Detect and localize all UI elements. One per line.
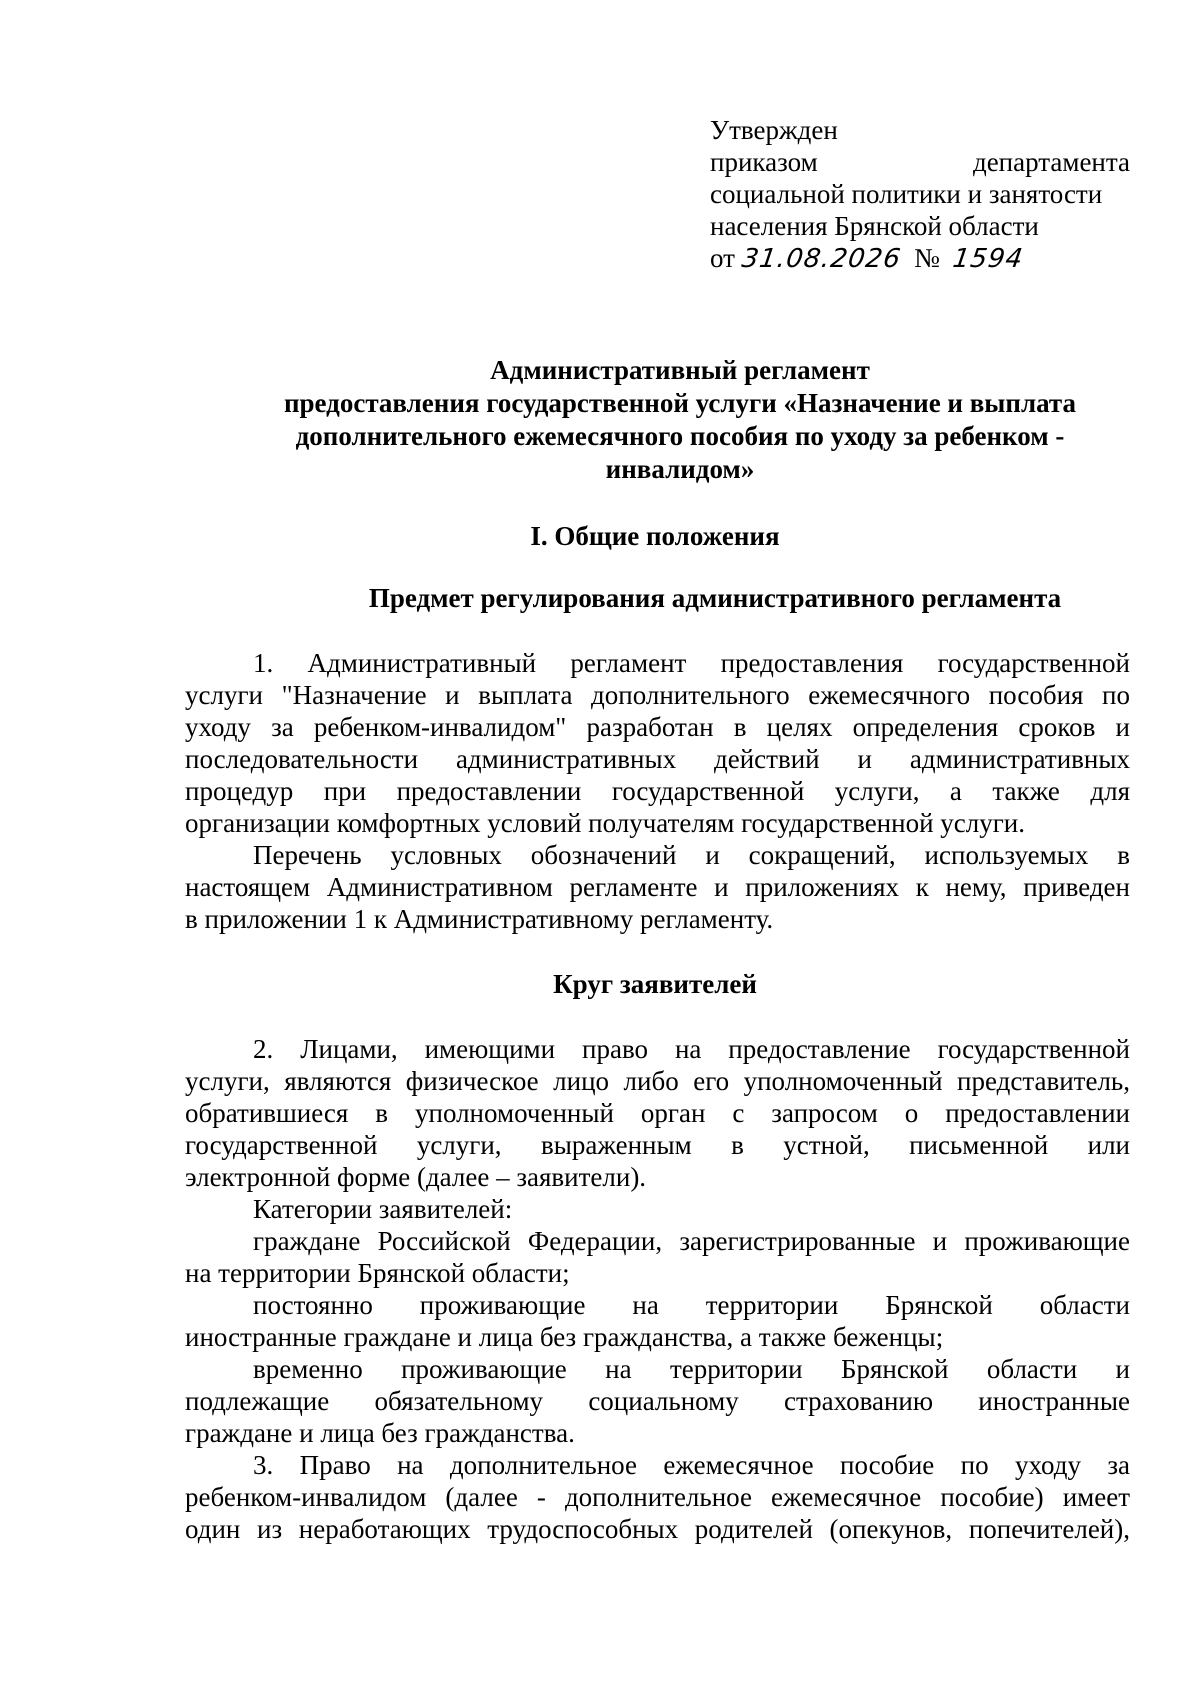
text-line: уходу за ребенком-инвалидом" разработан в целях определения сроков и bbox=[185, 712, 1130, 742]
approval-block bbox=[710, 114, 1130, 275]
text-line: на территории Брянской области; bbox=[185, 1258, 570, 1288]
subsection-heading: Круг заявителей bbox=[553, 969, 757, 999]
text-line: граждане Российской Федерации, зарегистрированные и проживающие bbox=[253, 1226, 1130, 1256]
text-line: настоящем Административном регламенте и приложениях к нему, приведен bbox=[185, 872, 1130, 902]
document-title bbox=[230, 354, 1130, 486]
text-line: услуги, являются физическое лицо либо его уполномоченный представитель, bbox=[185, 1066, 1130, 1096]
text-line: постоянно проживающие на территории Брянской области bbox=[253, 1290, 1130, 1320]
title-line: инвалидом» bbox=[605, 454, 755, 484]
text-line: временно проживающие на территории Брянской области и bbox=[253, 1354, 1130, 1384]
text-line: государственной услуги, выраженным в устной, письменной или bbox=[185, 1130, 1130, 1160]
text-line: обратившиеся в уполномоченный орган с запросом о предоставлении bbox=[185, 1098, 1130, 1128]
text-line: 2. Лицами, имеющими право на предоставление государственной bbox=[253, 1034, 1130, 1064]
text-line: подлежащие обязательному социальному страхованию иностранные bbox=[185, 1386, 1130, 1416]
paragraph-1 bbox=[185, 647, 1130, 839]
text-line: электронной форме (далее – заявители). bbox=[185, 1162, 647, 1192]
title-line: предоставления государственной услуги «Назначение и выплата bbox=[283, 388, 1076, 418]
text-line: 3. Право на дополнительное ежемесячное пособие по уходу за bbox=[253, 1450, 1130, 1480]
text-line: 1. Административный регламент предоставления государственной bbox=[253, 648, 1130, 678]
text-line: граждане и лица без гражданства. bbox=[185, 1418, 575, 1448]
text-line: один из неработающих трудоспособных родителей (опекунов, попечителей), bbox=[185, 1514, 1130, 1544]
title-line: дополнительного ежемесячного пособия по уходу за ребенком - bbox=[295, 421, 1065, 451]
handwritten-number: 1594 bbox=[951, 244, 1026, 274]
section-heading: I. Общие положения bbox=[530, 521, 780, 551]
text-line: организации комфортных условий получателям государственной услуги. bbox=[185, 808, 1026, 838]
approval-line: приказом департамента bbox=[710, 147, 1130, 177]
text-line: последовательности административных действий и административных bbox=[185, 744, 1130, 774]
title-line: Административный регламент bbox=[490, 355, 870, 385]
approval-date-line bbox=[710, 242, 1130, 275]
text-line: иностранные граждане и лица без гражданства, а также беженцы; bbox=[185, 1322, 944, 1352]
date-prefix: от bbox=[710, 243, 735, 273]
approval-line: Утвержден bbox=[710, 115, 838, 145]
paragraph-4 bbox=[185, 1449, 1130, 1545]
number-sign: № bbox=[914, 243, 940, 273]
paragraph-2 bbox=[185, 839, 1130, 935]
categories-block bbox=[185, 1193, 1130, 1449]
approval-line: социальной политики и занятости bbox=[710, 179, 1103, 209]
subsection-heading: Предмет регулирования административного регламента bbox=[368, 583, 1062, 613]
text-line: услуги "Назначение и выплата дополнительного ежемесячного пособия по bbox=[185, 680, 1130, 710]
handwritten-date: 31.08.2026 bbox=[739, 244, 903, 274]
paragraph-3 bbox=[185, 1033, 1130, 1193]
categories-label: Категории заявителей: bbox=[253, 1194, 513, 1224]
text-line: в приложении 1 к Административному регламенту. bbox=[185, 904, 774, 934]
approval-line: населения Брянской области bbox=[710, 211, 1039, 241]
text-line: ребенком-инвалидом (далее - дополнительное ежемесячное пособие) имеет bbox=[185, 1482, 1130, 1512]
text-line: процедур при предоставлении государственной услуги, а также для bbox=[185, 776, 1130, 806]
text-line: Перечень условных обозначений и сокращений, используемых в bbox=[253, 840, 1130, 870]
